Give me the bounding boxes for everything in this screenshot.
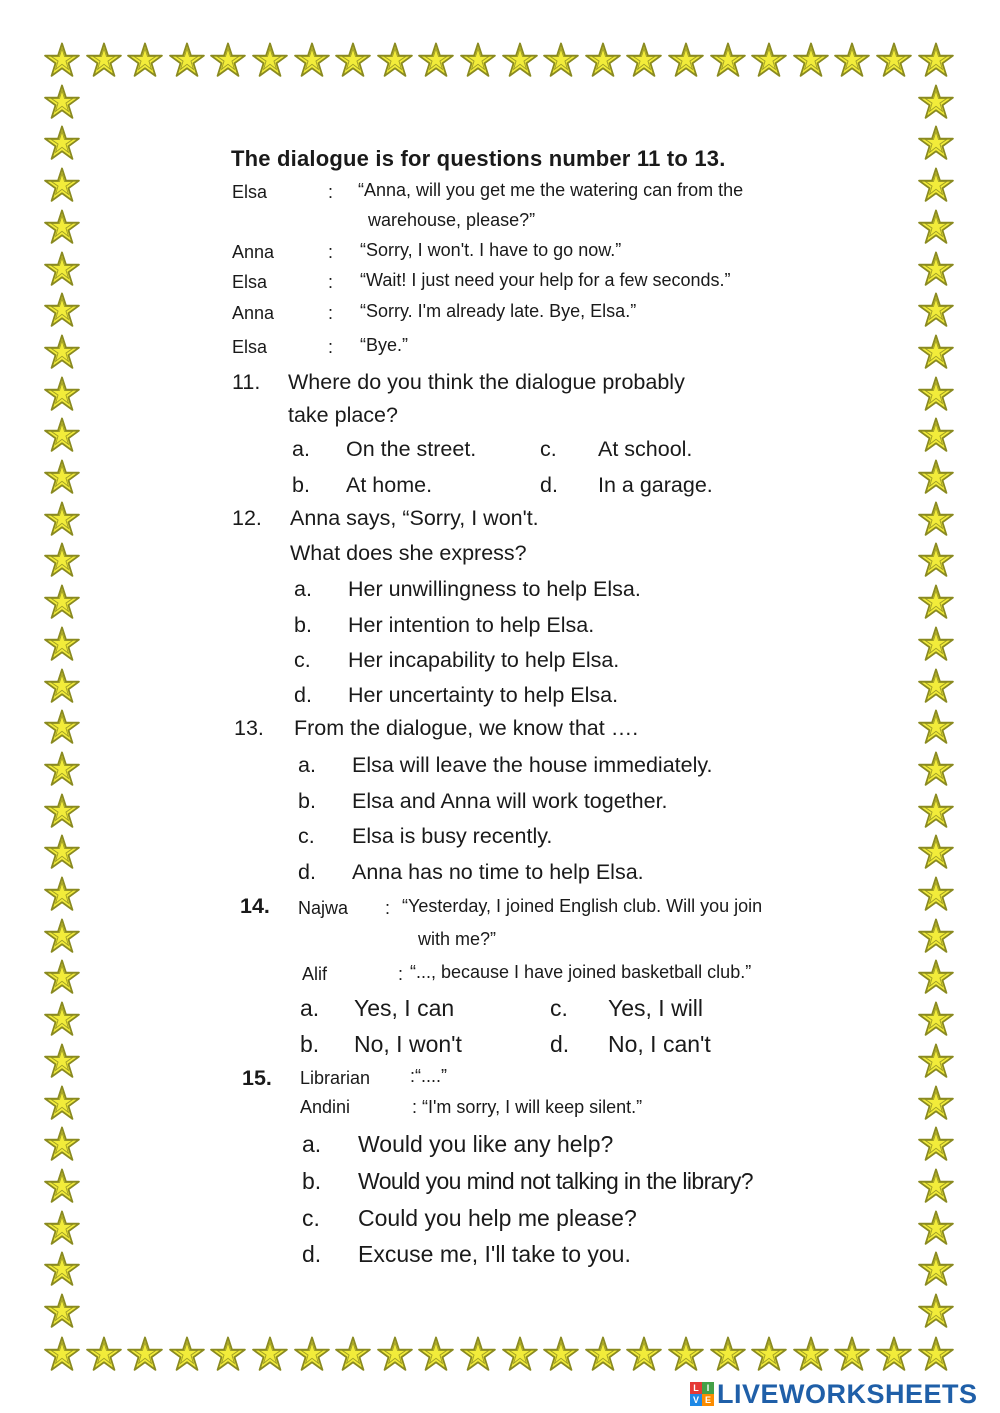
option-text: Yes, I will — [608, 995, 704, 1021]
separator: : — [328, 272, 334, 292]
speaker: Anna — [232, 242, 275, 262]
option-text: No, I can't — [608, 1031, 711, 1057]
speaker: Elsa — [232, 272, 268, 292]
speaker: Anna — [232, 303, 275, 323]
speaker: Alif — [302, 964, 328, 984]
separator: : — [398, 964, 404, 984]
option-text: Could you help me please? — [358, 1205, 637, 1231]
option-letter: b. — [298, 789, 316, 813]
option-letter: a. — [300, 995, 320, 1021]
question-text-cont: take place? — [288, 403, 398, 427]
dialogue-header: The dialogue is for questions number 11 to 13. — [231, 146, 726, 171]
dialogue-line: :“....” — [410, 1066, 447, 1086]
question-number: 15. — [242, 1066, 272, 1090]
dialogue-line: “Yesterday, I joined English club. Will you join — [402, 896, 763, 916]
option-letter: c. — [540, 437, 557, 461]
dialogue-line: “Anna, will you get me the watering can from the — [358, 180, 744, 200]
option-text: Her incapability to help Elsa. — [348, 648, 620, 672]
separator: : — [328, 303, 334, 323]
option-text: On the street. — [346, 437, 477, 461]
question-number: 13. — [234, 716, 264, 740]
option-letter: d. — [294, 683, 312, 707]
separator: : — [328, 182, 334, 202]
dialogue-line: : “I'm sorry, I will keep silent.” — [412, 1097, 643, 1117]
logo-letter: E — [702, 1394, 714, 1406]
speaker: Elsa — [232, 337, 268, 357]
separator: : — [385, 898, 391, 918]
separator: : — [328, 337, 334, 357]
option-text: Her intention to help Elsa. — [348, 613, 595, 637]
option-letter: b. — [294, 613, 312, 637]
option-letter: b. — [302, 1168, 322, 1194]
option-letter: a. — [302, 1131, 322, 1157]
option-text: Anna has no time to help Elsa. — [352, 860, 644, 884]
option-letter: c. — [302, 1205, 320, 1231]
dialogue-line: “Sorry, I won't. I have to go now.” — [360, 240, 622, 260]
option-letter: d. — [550, 1031, 570, 1057]
option-text: Elsa is busy recently. — [352, 824, 553, 848]
question-text: From the dialogue, we know that …. — [294, 716, 639, 740]
logo-letter: I — [702, 1382, 714, 1394]
option-letter: d. — [540, 473, 558, 497]
option-letter: d. — [302, 1241, 322, 1267]
option-letter: a. — [292, 437, 310, 461]
option-letter: a. — [294, 577, 312, 601]
option-text: Would you mind not talking in the library? — [358, 1168, 753, 1194]
option-letter: b. — [300, 1031, 320, 1057]
speaker: Elsa — [232, 182, 268, 202]
option-letter: c. — [550, 995, 568, 1021]
logo-letter: L — [690, 1382, 702, 1394]
option-text: Elsa will leave the house immediately. — [352, 753, 713, 777]
dialogue-line-cont: warehouse, please?” — [368, 210, 536, 230]
question-number: 12. — [232, 506, 262, 530]
option-text: At school. — [598, 437, 693, 461]
option-letter: d. — [298, 860, 316, 884]
option-text: Her uncertainty to help Elsa. — [348, 683, 619, 707]
option-text: Would you like any help? — [358, 1131, 614, 1157]
dialogue-line: “Wait! I just need your help for a few seconds.” — [360, 270, 731, 290]
dialogue-line: “Bye.” — [360, 335, 409, 355]
question-text-cont: What does she express? — [290, 541, 527, 565]
option-text: No, I won't — [354, 1031, 462, 1057]
option-text: Elsa and Anna will work together. — [352, 789, 668, 813]
option-letter: c. — [298, 824, 315, 848]
logo-letter: V — [690, 1394, 702, 1406]
question-number: 11. — [232, 370, 261, 394]
speaker: Librarian — [300, 1068, 371, 1088]
question-text: Anna says, “Sorry, I won't. — [290, 506, 539, 530]
question-number: 14. — [240, 894, 270, 918]
option-text: At home. — [346, 473, 433, 497]
liveworksheets-logo[interactable] — [690, 1378, 978, 1410]
option-text: Her unwillingness to help Elsa. — [348, 577, 641, 601]
brand-mark-icon — [690, 1382, 714, 1406]
speaker: Najwa — [298, 898, 349, 918]
option-text: Yes, I can — [354, 995, 455, 1021]
option-letter: b. — [292, 473, 310, 497]
option-letter: c. — [294, 648, 311, 672]
separator: : — [328, 242, 334, 262]
option-text: Excuse me, I'll take to you. — [358, 1241, 631, 1267]
option-letter: a. — [298, 753, 316, 777]
question-text: Where do you think the dialogue probably — [288, 370, 685, 394]
dialogue-line-cont: with me?” — [418, 929, 497, 949]
dialogue-line: “..., because I have joined basketball club.” — [410, 962, 752, 982]
option-text: In a garage. — [598, 473, 713, 497]
dialogue-line: “Sorry. I'm already late. Bye, Elsa.” — [360, 301, 637, 321]
speaker: Andini — [300, 1097, 351, 1117]
brand-wordmark: LIVEWORKSHEETS — [717, 1378, 978, 1409]
